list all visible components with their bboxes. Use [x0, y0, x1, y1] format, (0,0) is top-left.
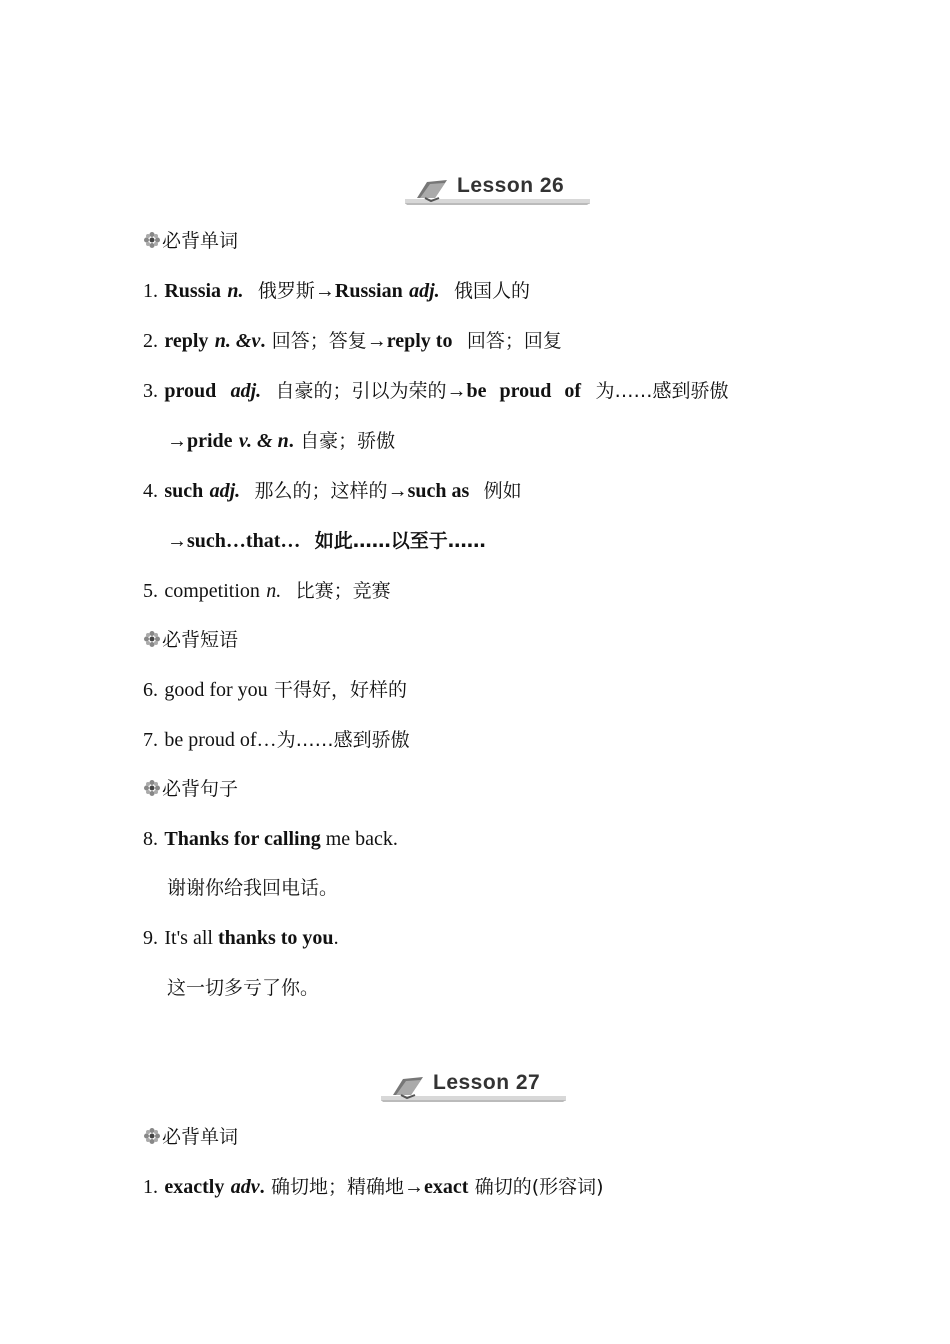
- item-number: 5.: [143, 580, 158, 602]
- word: reply: [164, 330, 209, 352]
- flower-icon: [143, 779, 161, 797]
- phrase: such…that…: [187, 530, 301, 552]
- meaning: 为……感到骄傲: [276, 729, 410, 751]
- translation: 这一切多亏了你。: [167, 977, 320, 999]
- phrase-item-7: [143, 725, 410, 754]
- item-number: 6.: [143, 679, 158, 701]
- derived-word: pride: [187, 430, 233, 452]
- meaning: 自豪的；引以为荣的: [275, 380, 447, 402]
- section-label: 必背句子: [162, 778, 239, 800]
- arrow: →: [314, 280, 335, 302]
- vocab-item-3: [143, 376, 728, 405]
- phrase: be proud of: [466, 380, 582, 402]
- meaning: 比赛；竞赛: [295, 580, 391, 602]
- item-number: 1.: [143, 1176, 158, 1198]
- item-number: 9.: [143, 927, 158, 949]
- section-label: 必背单词: [162, 230, 239, 252]
- word: competition: [164, 580, 260, 602]
- meaning: 为……感到骄傲: [595, 380, 729, 402]
- word: proud: [164, 380, 217, 402]
- dot: .: [259, 1176, 265, 1198]
- word: Russia: [164, 280, 222, 302]
- meaning: 例如: [483, 480, 522, 502]
- lesson-26-banner: [405, 174, 590, 204]
- part-of-speech: adj.: [409, 280, 440, 302]
- dot: .: [288, 430, 294, 452]
- meaning: 那么的；这样的: [254, 480, 388, 502]
- part-of-speech: n. &v: [214, 330, 261, 352]
- vocab-item-4: [143, 476, 522, 505]
- translation: 谢谢你给我回电话。: [167, 877, 339, 899]
- section-label: 必背单词: [162, 1126, 239, 1148]
- item-number: 8.: [143, 828, 158, 850]
- sentence-text: It's all: [164, 927, 218, 949]
- vocab-item-1: [143, 1172, 604, 1201]
- meaning: 干得好，好样的: [274, 679, 408, 701]
- section-label: 必背短语: [162, 629, 239, 651]
- meaning: 俄罗斯: [257, 280, 315, 302]
- phrase: good for you: [164, 679, 268, 701]
- arrow: →: [167, 430, 187, 452]
- word: such: [164, 480, 204, 502]
- flower-icon: [143, 1127, 161, 1145]
- key-phrase: thanks to you: [217, 927, 334, 949]
- vocab-item-1: [143, 276, 530, 305]
- meaning: 自豪；骄傲: [300, 430, 396, 452]
- section-heading-phrases: [143, 625, 238, 654]
- key-phrase: Thanks for calling: [164, 828, 321, 850]
- vocab-item-3-derivation: [167, 426, 395, 455]
- sentence-item-9: [143, 923, 339, 952]
- arrow: →: [167, 530, 187, 552]
- sentence-text: .: [333, 927, 339, 949]
- part-of-speech: n.: [266, 580, 282, 602]
- arrow: →: [366, 330, 387, 352]
- part-of-speech: adj.: [230, 380, 262, 402]
- meaning: 确切地；精确地: [270, 1176, 404, 1198]
- part-of-speech: adj.: [209, 480, 241, 502]
- vocab-item-5: [143, 576, 391, 605]
- meaning: 回答；答复: [271, 330, 367, 352]
- item-number: 7.: [143, 729, 158, 751]
- sentence-text: me back.: [320, 828, 398, 850]
- meaning: 确切的(形容词): [474, 1176, 604, 1198]
- derived-word: exact: [423, 1176, 469, 1198]
- phrase: reply to: [386, 330, 453, 352]
- meaning: 俄国人的: [454, 280, 531, 302]
- vocab-item-4-pattern: [167, 526, 486, 555]
- meaning: 如此……以至于……: [314, 530, 486, 552]
- item-number: 4.: [143, 480, 158, 502]
- sentence-8-translation: [167, 873, 338, 902]
- arrow: →: [446, 380, 467, 402]
- lesson-27-banner: [381, 1071, 566, 1101]
- meaning: 回答；回复: [466, 330, 562, 352]
- item-number: 1.: [143, 280, 158, 302]
- sentence-9-translation: [167, 973, 319, 1002]
- part-of-speech: v. & n: [238, 430, 289, 452]
- item-number: 2.: [143, 330, 158, 352]
- phrase: such as: [407, 480, 470, 502]
- lesson-title: Lesson 26: [457, 174, 565, 197]
- arrow: →: [387, 480, 408, 502]
- lesson-title: Lesson 27: [433, 1071, 541, 1094]
- section-heading-words: [143, 226, 238, 255]
- arrow: →: [403, 1176, 424, 1198]
- derived-word: Russian: [334, 280, 403, 302]
- section-heading-sentences: [143, 774, 238, 803]
- flower-icon: [143, 231, 161, 249]
- part-of-speech: adv: [230, 1176, 260, 1198]
- vocab-item-2: [143, 326, 562, 355]
- sentence-item-8: [143, 824, 398, 853]
- section-heading-words: [143, 1122, 238, 1151]
- item-number: 3.: [143, 380, 158, 402]
- word: exactly: [164, 1176, 225, 1198]
- part-of-speech: n.: [227, 280, 244, 302]
- dot: .: [260, 330, 266, 352]
- flower-icon: [143, 630, 161, 648]
- phrase: be proud of…: [164, 729, 277, 751]
- phrase-item-6: [143, 675, 407, 704]
